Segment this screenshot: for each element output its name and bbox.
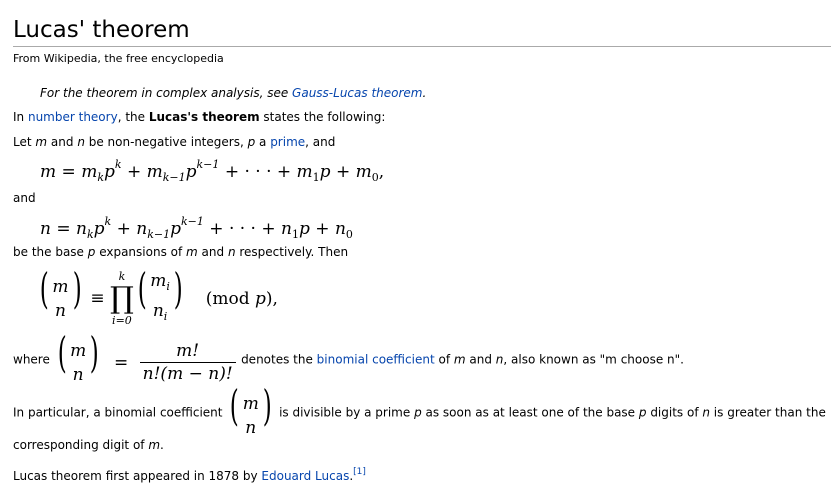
text: . (349, 469, 354, 483)
var-p: p (638, 405, 647, 420)
binom-sub: i (166, 279, 170, 293)
text: . (160, 438, 164, 452)
intro-bold: Lucas's theorem (148, 110, 260, 124)
eq-plus: + (116, 219, 131, 239)
paren-close: ) (262, 381, 272, 430)
eq-term: n (76, 219, 87, 239)
where-line (13, 328, 684, 387)
eq-term: n (281, 219, 292, 239)
paren-open: ( (57, 328, 67, 377)
text: as soon as at least one of the base (421, 405, 639, 420)
eq-term: m (81, 162, 98, 182)
var-m: m (148, 438, 161, 452)
var-n: n (227, 245, 236, 259)
var-m: m (35, 135, 48, 149)
text: be the base (13, 245, 88, 259)
eq-sub: k (97, 171, 104, 184)
prod-symbol: ∏ (109, 280, 134, 316)
eq-term: n (136, 219, 148, 239)
product (110, 271, 134, 327)
eq-sign: = (56, 219, 71, 239)
intro-middle: , the (117, 110, 149, 124)
text: is greater than the (709, 405, 826, 420)
reference-link[interactable]: [1] (353, 467, 366, 477)
hatnote-suffix: . (422, 86, 427, 100)
and-word: and (13, 191, 36, 205)
binom-sub: i (163, 309, 168, 323)
intro-suffix: states the following: (259, 110, 386, 124)
eq-base: p (319, 162, 331, 182)
eq-base: p (298, 219, 310, 239)
eq-term: n (334, 219, 346, 239)
let-line (13, 135, 335, 150)
var-p: p (414, 405, 422, 420)
equation-n (40, 215, 353, 241)
eq-term: m (146, 162, 163, 182)
page-subtitle: From Wikipedia, the free encyclopedia (13, 52, 224, 65)
eq-sub: k (86, 228, 94, 241)
edouard-lucas-link[interactable]: Edouard Lucas (261, 469, 350, 483)
binom-bottom: n (245, 417, 257, 438)
particular-line (13, 381, 826, 440)
page-title: Lucas' theorem (13, 17, 190, 43)
eq-term: m (355, 162, 372, 182)
text: , also known as "m choose n". (503, 352, 684, 367)
eq-lhs: n (40, 219, 51, 239)
binom-top: m (242, 393, 259, 414)
eq-base: p (185, 162, 197, 182)
binom-bottom: n (72, 364, 84, 385)
eq-base: p (103, 162, 115, 182)
binom-bottom: n (54, 300, 66, 321)
hatnote-prefix: For the theorem in complex analysis, see (40, 86, 293, 100)
eq-exp: k (114, 158, 122, 171)
text: a (255, 135, 271, 149)
eq-sub: 1 (291, 228, 299, 241)
title-rule (13, 46, 831, 47)
prime-link[interactable]: prime (270, 135, 306, 149)
binom-top: m (150, 270, 167, 291)
eq-exp: k (104, 215, 112, 228)
eq-plus: + (335, 162, 351, 182)
fraction-numerator: m! (140, 340, 236, 363)
var-m: m (186, 245, 198, 259)
eq-sub: k−1 (162, 171, 186, 184)
eq-sub: 0 (345, 228, 353, 241)
text: and (47, 135, 78, 149)
var-p: p (247, 135, 256, 149)
hatnote (40, 86, 426, 101)
gauss-lucas-link[interactable]: Gauss-Lucas theorem (292, 86, 423, 100)
text: Lucas theorem first appeared in 1878 by (13, 469, 262, 483)
text: is divisible by a prime (279, 405, 415, 420)
where-word: where (13, 352, 50, 367)
text: digits of (646, 405, 703, 420)
eq-plus: + (315, 219, 330, 239)
text: denotes the (241, 352, 317, 367)
eq-dots: + · · · + (224, 162, 292, 182)
eq-sub: 1 (312, 171, 320, 184)
eq-sub: 0 (371, 171, 379, 184)
paren-close: ) (173, 264, 183, 313)
var-p: p (87, 245, 96, 259)
paren-close: ) (89, 328, 99, 377)
binom-top: m (70, 340, 87, 361)
mod-close: ), (265, 288, 278, 309)
intro-prefix: In (13, 110, 28, 124)
eq-sub: k−1 (147, 228, 171, 241)
prod-lower: i=0 (112, 313, 132, 327)
intro-line (13, 110, 385, 125)
eq-comma: , (378, 162, 385, 182)
text: of (434, 352, 454, 367)
var-n: n (495, 352, 504, 367)
paren-open: ( (39, 264, 49, 313)
equiv-sign: ≡ (90, 288, 105, 309)
eq-dots: + · · · + (209, 219, 276, 239)
text: expansions of (95, 245, 187, 259)
binom-bottom: n (152, 300, 164, 321)
text: Let (13, 135, 36, 149)
mod-open: (mod (205, 288, 255, 309)
eq-plus: + (126, 162, 142, 182)
text: In particular, a binomial coefficient (13, 405, 223, 420)
paren-open: ( (230, 381, 240, 430)
var-n: n (77, 135, 85, 149)
base-line (13, 245, 348, 260)
eq-sign: = (61, 162, 76, 182)
text: and (465, 352, 496, 367)
paren-open: ( (137, 264, 147, 313)
fraction-denominator: n!(m − n)! (142, 364, 233, 384)
text: and (197, 245, 228, 259)
var-m: m (453, 352, 466, 367)
eq-term: m (296, 162, 313, 182)
eq-sign: = (114, 352, 129, 373)
eq-lhs: m (40, 162, 57, 182)
paren-close: ) (72, 264, 82, 313)
mod-p: p (254, 288, 266, 309)
text: be non-negative integers, (84, 135, 248, 149)
eq-exp: k−1 (196, 158, 220, 171)
eq-base: p (93, 219, 105, 239)
binomial-coefficient-link[interactable]: binomial coefficient (316, 352, 435, 367)
number-theory-link[interactable]: number theory (27, 110, 118, 124)
history-line (13, 465, 366, 484)
fraction (140, 340, 236, 385)
congruence-equation (36, 264, 278, 329)
eq-base: p (170, 219, 181, 239)
text: corresponding digit of (13, 438, 149, 452)
text: , and (305, 135, 336, 149)
particular-line-2 (13, 438, 164, 453)
binom-top: m (52, 276, 69, 297)
text: respectively. Then (235, 245, 349, 259)
prod-upper: k (118, 269, 126, 283)
equation-m (40, 158, 384, 184)
var-n: n (702, 405, 710, 420)
eq-exp: k−1 (181, 215, 204, 228)
